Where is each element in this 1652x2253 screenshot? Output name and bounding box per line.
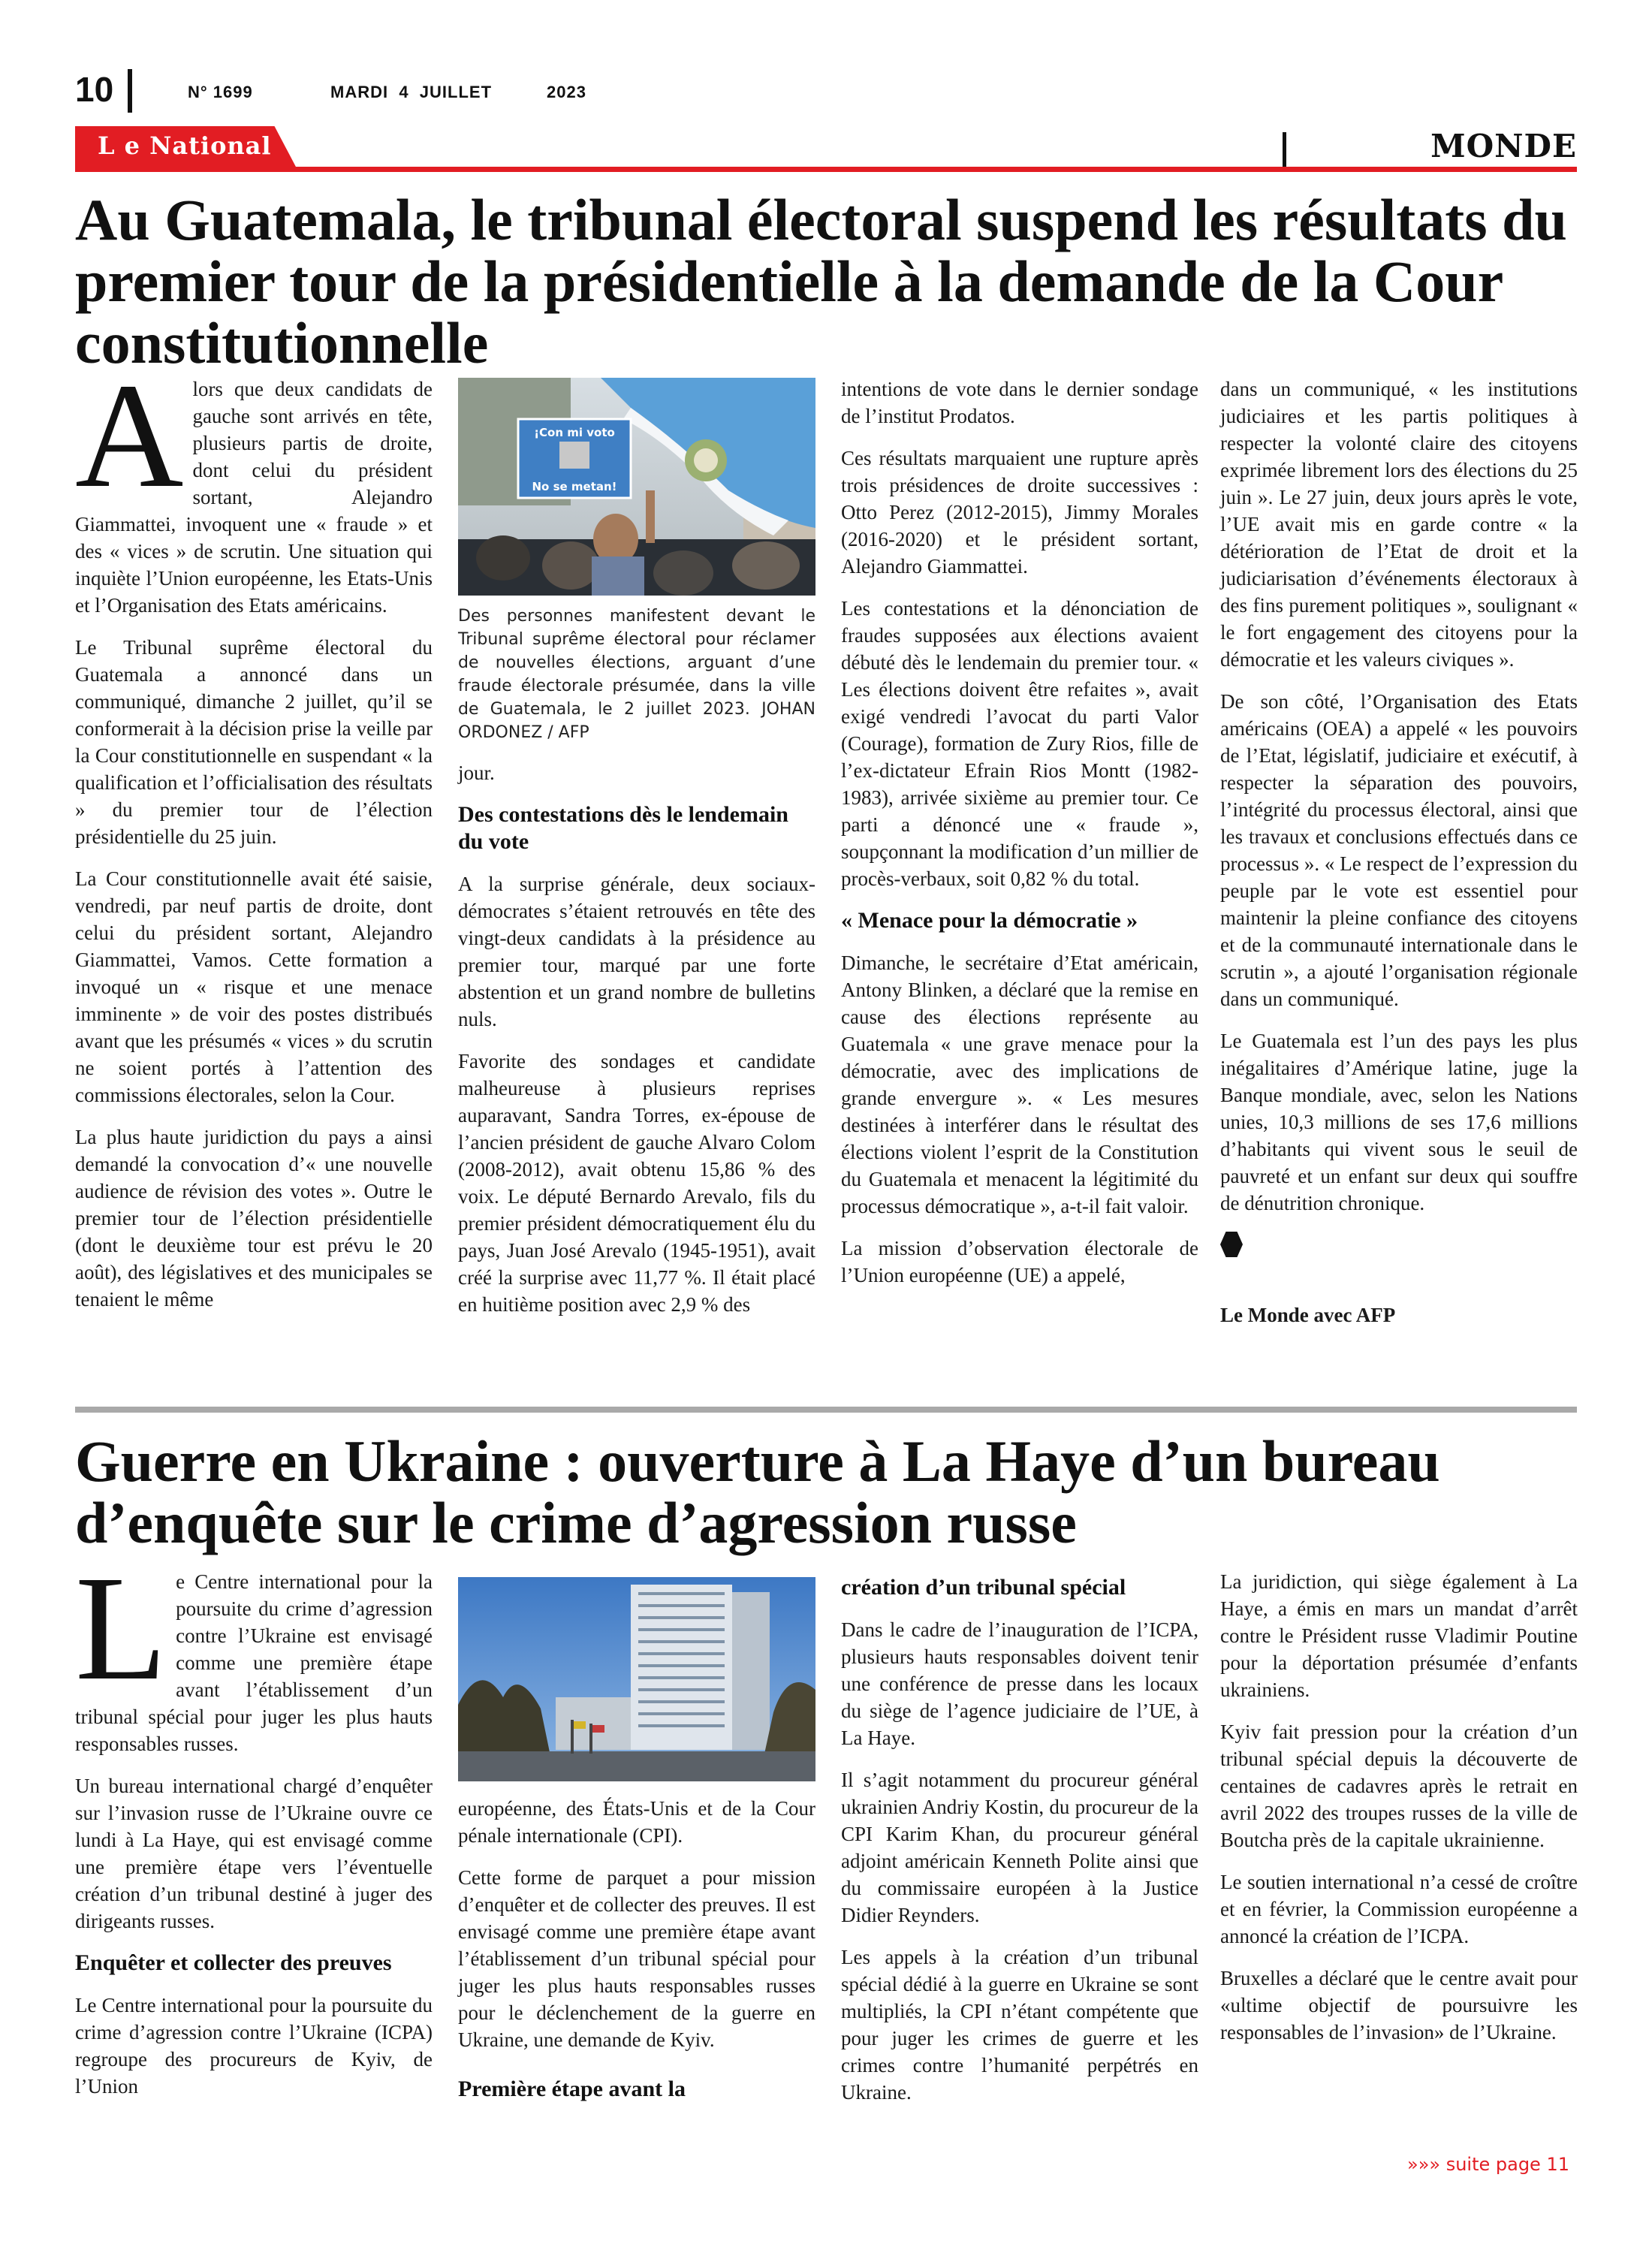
article1-column-1	[75, 353, 433, 1328]
article2-column-1	[75, 1546, 433, 2115]
issue-number: N° 1699	[188, 83, 253, 101]
article2-column-4	[1220, 1568, 1578, 2061]
header-rule	[75, 167, 1577, 172]
article1-paragraph: Le Guatemala est l’un des pays les plus inégalitaires d’Amérique latine, juge la Banque mondiale, avec, selon les Nations unies, 10,3 millions de ses 17,6 millions d’habitants qui vivent sous le seuil de pauvreté et un enfant sur deux qui souffre de dénutrition chronique.	[1220, 1030, 1578, 1214]
article1-column-2	[458, 378, 815, 1333]
article1-paragraph: Ces résultats marquaient une rupture après trois présidences de droite successives : Otto Perez (2012-2015), Jimmy Morales (2016-2020) et le président sortant, Alejandro Giammattei.	[841, 447, 1198, 578]
page-number: 10	[75, 70, 114, 109]
article2-headline: Guerre en Ukraine : ouverture à La Haye d’un bureau d’enquête sur le crime d’agression russe	[75, 1428, 1440, 1555]
article1-paragraph: Les contestations et la dénonciation de fraudes supposées aux élections avaient débuté dès le lendemain du premier tour. « Les élections doivent être refaites », avait exigé vendredi l’avocat du parti Valor (Courage), formation de Zury Rios, fille de l’ex-dictateur Efrain Rios Montt (1982-1983), arrivée sixième au premier tour. Ce parti a dénoncé une « fraude », soupçonnant la modification d’un millier de procès-verbaux, soit 0,82 % du total.	[841, 597, 1198, 890]
article1-paragraph: dans un communiqué, « les institutions judiciaires et les partis politiques à respecter la volonté claire des citoyens exprimée librement lors des élections du 25 juin ». Le 27 juin, deux jours après le vote, l’UE avait mis en garde contre « la détérioration de l’Etat de droit et la judiciarisation d’événements électoraux à des fins purement politiques », soulignant « le fort engagement des citoyens pour la démocratie et les valeurs civiques ».	[1220, 378, 1578, 671]
article2-paragraph: Dans le cadre de l’inauguration de l’ICPA, plusieurs hauts responsables doivent tenir une conférence de presse dans les locaux du siège de l’agence judiciaire de l’UE, à La Haye.	[841, 1618, 1198, 1749]
article1-paragraph: La plus haute juridiction du pays a ainsi demandé la convocation d’« une nouvelle audience de révision des votes ». Outre le premier tour de l’élection présidentielle (dont le deuxième tour est prévu le 20 août), des législatives et des municipales se tenaient le même	[75, 1126, 433, 1310]
article1-dropcap: A	[75, 353, 184, 519]
sign-slogan-bottom: No se metan!	[532, 480, 617, 493]
article2-paragraph: européenne, des États-Unis et de la Cour pénale internationale (CPI).	[458, 1797, 815, 1847]
article1-paragraph: De son côté, l’Organisation des Etats américains (OEA) a appelé « les pouvoirs de l’Etat, législatif, judiciaire et exécutif, à respecter la séparation des pouvoirs, l’intégrité du processus électoral, ainsi que les travaux et conclusions effectués dans ce processus ». « Le respect de l’expression du peuple par le vote est essentiel pour maintenir la pleine confiance des citoyens et de la communauté internationale dans le scrutin », a ajouté l’organisation régionale dans un communiqué.	[1220, 690, 1578, 1010]
protest-photo	[458, 378, 815, 596]
building-photo	[458, 1577, 815, 1781]
article1-paragraph: lors que deux candidats de gauche sont arrivés en tête, plusieurs partis de droite, dont celui du président sortant, Alejandro Giammattei, invoquent une « fraude » et des « vices » de scrutin. Une situation qui inquiète l’Union européenne, les Etats-Unis et l’Organisation des Etats américains.	[75, 378, 433, 617]
article1-paragraph: Dimanche, le secrétaire d’Etat américain, Antony Blinken, a déclaré que la remise en cause des élections représente au Guatemala « une grave menace pour la démocratie, avec des implications de grande envergure ». « Les mesures destinées à interférer dans le résultat des élections violent l’esprit de la Constitution du Guatemala et menacent la légitimité du processus démocratique », a-t-il fait valoir.	[841, 952, 1198, 1217]
section-title: MONDE	[1430, 128, 1577, 164]
header-divider	[128, 69, 132, 113]
article2-subhead-1: Enquêter et collecter des preuves	[75, 1950, 392, 1975]
article2-paragraph: e Centre international pour la poursuite du crime d’agression contre l’Ukraine est envisagé comme une première étape avant l’établissement d’un tribunal spécial pour juger les plus hauts responsables russes.	[75, 1570, 433, 1755]
article1-paragraph: Le Tribunal suprême électoral du Guatemala a annoncé dans un communiqué, dimanche 2 juillet, qu’il se conformerait à la décision prise la veille par la Cour constitutionnelle en suspendant « la qualification et l’officialisation des résultats » du premier tour de l’élection présidentielle du 25 juin.	[75, 636, 433, 848]
article2-subhead-2-start: Première étape avant la	[458, 2077, 686, 2101]
article1-signature: Le Monde avec AFP	[1220, 1304, 1396, 1326]
article2-column-2	[458, 1577, 815, 2118]
article1-column-4	[1220, 376, 1578, 1344]
article2-dropcap: L	[75, 1546, 167, 1712]
article2-subhead-2-end: création d’un tribunal spécial	[841, 1575, 1126, 1600]
article2-paragraph: Cette forme de parquet a pour mission d’enquêter et de collecter des preuves. Il est envisagé comme une première étape avant l’établissement d’un tribunal spécial pour juger les plus hauts responsables russes pour le déclenchement de la guerre en Ukraine, une demande de Kyiv.	[458, 1866, 815, 2051]
article2-paragraph: Bruxelles a déclaré que le centre avait pour «ultime objectif de poursuivre les responsables de l’invasion» de l’Ukraine.	[1220, 1967, 1578, 2043]
article2-paragraph: Il s’agit notamment du procureur général ukrainien Andriy Kostin, du procureur de la CPI Karim Khan, du procureur général adjoint américain Kenneth Polite ainsi que du commissaire européen à la Justice Didier Reynders.	[841, 1769, 1198, 1926]
article1-column-3	[841, 376, 1198, 1304]
article2-paragraph: Le Centre international pour la poursuite du crime d’agression contre l’Ukraine (ICPA) regroupe des procureurs de Kyiv, de l’Union	[75, 1994, 433, 2098]
article2-paragraph: Un bureau international chargé d’enquêter sur l’invasion russe de l’Ukraine ouvre ce lundi à La Haye, qui est envisagé comme une première étape vers l’éventuelle création d’un tribunal destiné à juger des dirigeants russes.	[75, 1775, 433, 1932]
photo-caption: Des personnes manifestent devant le Tribunal suprême électoral pour réclamer de nouvelles élections, arguant d’une fraude électorale présumée, dans la ville de Guatemala, le 2 juillet 2023. JOHAN ORDONEZ / AFP	[458, 607, 815, 742]
article1-subhead-1: Des contestations dès le lendemain du vote	[458, 802, 788, 854]
article2-column-3	[841, 1574, 1198, 2121]
article1-paragraph: La mission d’observation électorale de l’Union européenne (UE) a appelé,	[841, 1237, 1198, 1286]
article1-paragraph: A la surprise générale, deux sociaux-démocrates s’étaient retrouvés en tête des vingt-deux candidats à la présidence au premier tour, marqué par une forte abstention et un grand nombre de bulletins nuls.	[458, 873, 815, 1030]
article1-paragraph: jour.	[458, 762, 495, 784]
sign-slogan-top: ¡Con mi voto	[534, 426, 615, 439]
article2-paragraph: Le soutien international n’a cessé de croître et en février, la Commission européenne a annoncé la création de l’ICPA.	[1220, 1871, 1578, 1947]
article1-headline: Au Guatemala, le tribunal électoral suspend les résultats du premier tour de la présidentielle à la demande de la Cour constitutionnelle	[75, 187, 1567, 376]
article1-paragraph: intentions de vote dans le dernier sondage de l’institut Prodatos.	[841, 378, 1198, 427]
section-divider	[1283, 132, 1286, 167]
issue-date: MARDI 4 JUILLET	[330, 83, 493, 101]
issue-year: 2023	[547, 83, 586, 101]
article1-paragraph: La Cour constitutionnelle avait été saisie, vendredi, par neuf partis de droite, dont celui du président sortant, Alejandro Giammattei, Vamos. Cette formation a invoqué un « risque et une menace imminente » de voir des postes distribués avant que les présumés « vices » du scrutin ne soient portés à l’attention des commissions électorales, selon la Cour.	[75, 867, 433, 1106]
brand-name: L e National	[98, 131, 272, 160]
article2-paragraph: Les appels à la création d’un tribunal spécial dédié à la guerre en Ukraine se sont multipliés, la CPI n’étant compétente que pour juger les crimes de guerre et les crimes contre l’humanité perpétrés en Ukraine.	[841, 1946, 1198, 2104]
continuation-link[interactable]: »»» suite page 11	[1407, 2154, 1569, 2175]
article1-paragraph: Favorite des sondages et candidate malheureuse à plusieurs reprises auparavant, Sandra Torres, ex-épouse de l’ancien président de gauche Alvaro Colom (2008-2012), avait obtenu 15,86 % des voix. Le député Bernardo Arevalo, fils du premier président démocratiquement élu du pays, Juan José Arevalo (1945-1951), avait créé la surprise avec 11,77 %. Il était placé en huitième position avec 2,9 % des	[458, 1050, 815, 1316]
article2-paragraph: La juridiction, qui siège également à La Haye, a émis en mars un mandat d’arrêt contre le Président russe Vladimir Poutine pour la déportation présumée d’enfants ukrainiens.	[1220, 1570, 1578, 1701]
article-separator	[75, 1407, 1577, 1413]
article1-subhead-2: « Menace pour la démocratie »	[841, 908, 1138, 933]
article2-paragraph: Kyiv fait pression pour la création d’un tribunal spécial depuis la découverte de centaines de cadavres après le retrait en avril 2022 des troupes russes de la ville de Boutcha près de la capitale ukrainienne.	[1220, 1721, 1578, 1851]
end-mark-icon	[1220, 1232, 1243, 1257]
